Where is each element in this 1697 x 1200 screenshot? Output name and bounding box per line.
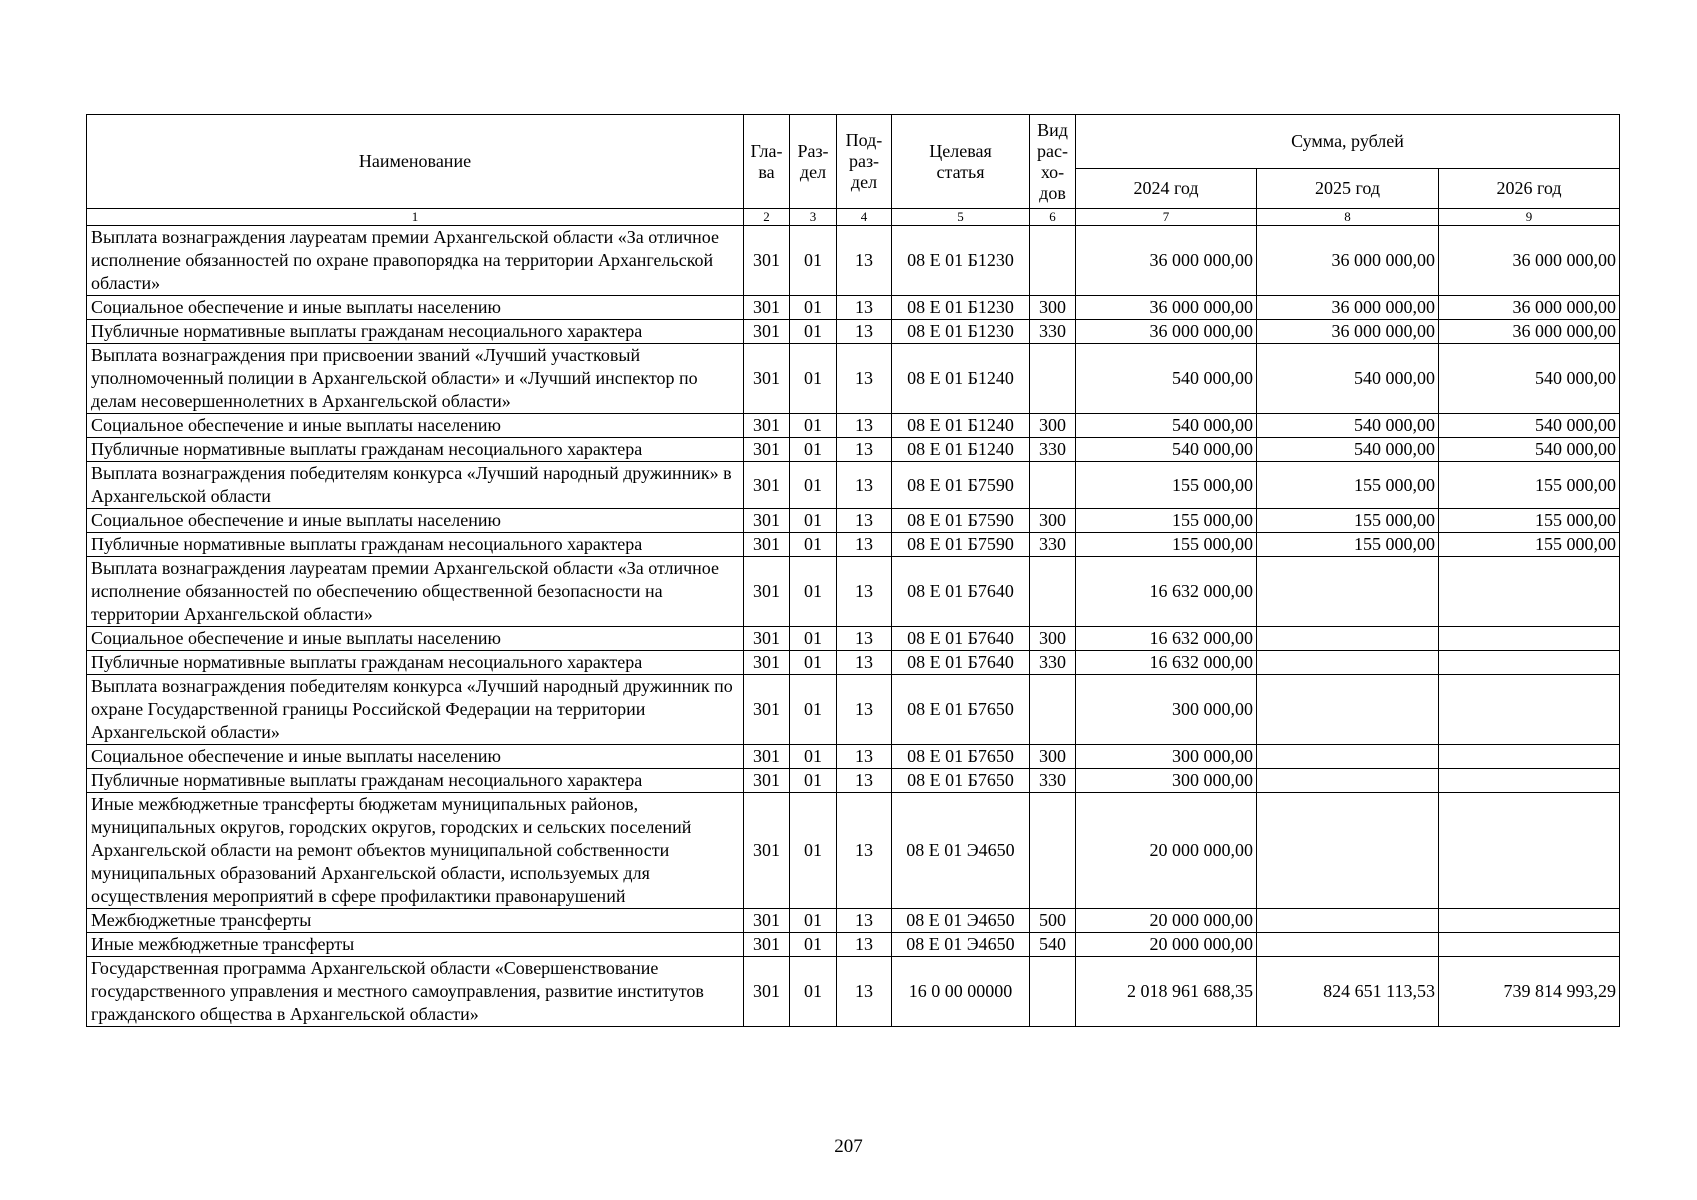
table-body — [87, 226, 1620, 1027]
row-vid — [1030, 462, 1076, 509]
row-name: Публичные нормативные выплаты гражданам несоциального характера — [87, 320, 744, 344]
row-glava: 301 — [744, 957, 790, 1027]
row-vid: 300 — [1030, 414, 1076, 438]
row-celevaya: 08 Е 01 Б7650 — [892, 769, 1030, 793]
row-celevaya: 08 Е 01 Б7640 — [892, 651, 1030, 675]
row-vid — [1030, 793, 1076, 909]
row-vid — [1030, 557, 1076, 627]
header-summa: Сумма, рублей — [1076, 115, 1620, 169]
col-number: 4 — [837, 209, 892, 226]
row-amount-2025: 540 000,00 — [1257, 414, 1439, 438]
row-celevaya: 08 Е 01 Б7650 — [892, 675, 1030, 745]
row-amount-2026: 540 000,00 — [1439, 414, 1620, 438]
row-podrazdel: 13 — [837, 769, 892, 793]
row-glava: 301 — [744, 462, 790, 509]
row-celevaya: 08 Е 01 Б7640 — [892, 627, 1030, 651]
table-row — [87, 533, 1620, 557]
row-glava: 301 — [744, 651, 790, 675]
row-glava: 301 — [744, 509, 790, 533]
row-podrazdel: 13 — [837, 675, 892, 745]
row-glava: 301 — [744, 438, 790, 462]
col-number: 6 — [1030, 209, 1076, 226]
row-podrazdel: 13 — [837, 651, 892, 675]
row-vid: 330 — [1030, 651, 1076, 675]
row-vid: 500 — [1030, 909, 1076, 933]
row-amount-2025 — [1257, 909, 1439, 933]
row-podrazdel: 13 — [837, 320, 892, 344]
row-celevaya: 08 Е 01 Б1230 — [892, 320, 1030, 344]
row-celevaya: 08 Е 01 Э4650 — [892, 933, 1030, 957]
row-razdel: 01 — [790, 793, 837, 909]
row-name: Публичные нормативные выплаты гражданам несоциального характера — [87, 533, 744, 557]
row-name: Выплата вознаграждения победителям конкурса «Лучший народный дружинник по охране Государственной границы Российской Федерации на территории Архангельской области» — [87, 675, 744, 745]
row-amount-2025 — [1257, 933, 1439, 957]
row-vid: 330 — [1030, 438, 1076, 462]
row-vid — [1030, 957, 1076, 1027]
row-podrazdel: 13 — [837, 957, 892, 1027]
row-name: Выплата вознаграждения лауреатам премии Архангельской области «За отличное исполнение обязанностей по обеспечению общественной безопасности на территории Архангельской области» — [87, 557, 744, 627]
row-amount-2026 — [1439, 769, 1620, 793]
row-glava: 301 — [744, 675, 790, 745]
header-2024: 2024 год — [1076, 169, 1257, 209]
row-name: Публичные нормативные выплаты гражданам несоциального характера — [87, 769, 744, 793]
row-razdel: 01 — [790, 745, 837, 769]
row-celevaya: 08 Е 01 Б7590 — [892, 509, 1030, 533]
row-podrazdel: 13 — [837, 344, 892, 414]
row-vid: 300 — [1030, 745, 1076, 769]
row-amount-2024: 20 000 000,00 — [1076, 909, 1257, 933]
row-amount-2026 — [1439, 675, 1620, 745]
header-celevaya: Целевая статья — [892, 115, 1030, 209]
row-name: Иные межбюджетные трансферты — [87, 933, 744, 957]
page-number: 207 — [834, 1136, 863, 1157]
row-razdel: 01 — [790, 769, 837, 793]
row-amount-2026 — [1439, 909, 1620, 933]
row-amount-2024: 36 000 000,00 — [1076, 226, 1257, 296]
row-name: Межбюджетные трансферты — [87, 909, 744, 933]
budget-table — [86, 114, 1620, 1027]
header-vid: Вид рас- хо- дов — [1030, 115, 1076, 209]
row-razdel: 01 — [790, 557, 837, 627]
row-amount-2026: 36 000 000,00 — [1439, 296, 1620, 320]
row-podrazdel: 13 — [837, 557, 892, 627]
row-podrazdel: 13 — [837, 933, 892, 957]
row-amount-2024: 36 000 000,00 — [1076, 320, 1257, 344]
row-podrazdel: 13 — [837, 533, 892, 557]
row-razdel: 01 — [790, 909, 837, 933]
table-header — [87, 115, 1620, 226]
header-podrazdel: Под- раз- дел — [837, 115, 892, 209]
row-amount-2025 — [1257, 557, 1439, 627]
row-amount-2024: 155 000,00 — [1076, 533, 1257, 557]
row-razdel: 01 — [790, 438, 837, 462]
col-number: 8 — [1257, 209, 1439, 226]
row-amount-2024: 16 632 000,00 — [1076, 627, 1257, 651]
table-row — [87, 414, 1620, 438]
row-amount-2025: 36 000 000,00 — [1257, 296, 1439, 320]
row-podrazdel: 13 — [837, 627, 892, 651]
row-amount-2025 — [1257, 745, 1439, 769]
row-amount-2024: 20 000 000,00 — [1076, 933, 1257, 957]
row-name: Иные межбюджетные трансферты бюджетам муниципальных районов, муниципальных округов, городских округов, городских и сельских поселений Архангельской области на ремонт объектов муниципальной собственности муниципальных образований Архангельской области, используемых для осуществления мероприятий в сфере профилактики правонарушений — [87, 793, 744, 909]
row-celevaya: 08 Е 01 Б1240 — [892, 414, 1030, 438]
col-number: 1 — [87, 209, 744, 226]
table-row — [87, 745, 1620, 769]
row-razdel: 01 — [790, 296, 837, 320]
row-amount-2024: 540 000,00 — [1076, 414, 1257, 438]
row-amount-2024: 2 018 961 688,35 — [1076, 957, 1257, 1027]
row-amount-2025: 36 000 000,00 — [1257, 320, 1439, 344]
row-glava: 301 — [744, 296, 790, 320]
row-amount-2025 — [1257, 675, 1439, 745]
col-number: 7 — [1076, 209, 1257, 226]
row-vid — [1030, 344, 1076, 414]
row-glava: 301 — [744, 769, 790, 793]
row-razdel: 01 — [790, 651, 837, 675]
row-podrazdel: 13 — [837, 414, 892, 438]
row-podrazdel: 13 — [837, 462, 892, 509]
row-vid: 300 — [1030, 509, 1076, 533]
table-row — [87, 557, 1620, 627]
row-celevaya: 08 Е 01 Б7590 — [892, 533, 1030, 557]
budget-table-sheet — [86, 114, 1619, 1027]
row-vid: 330 — [1030, 533, 1076, 557]
row-amount-2026: 540 000,00 — [1439, 344, 1620, 414]
row-celevaya: 16 0 00 00000 — [892, 957, 1030, 1027]
row-glava: 301 — [744, 933, 790, 957]
row-vid — [1030, 226, 1076, 296]
row-amount-2024: 36 000 000,00 — [1076, 296, 1257, 320]
row-podrazdel: 13 — [837, 296, 892, 320]
row-name: Социальное обеспечение и иные выплаты населению — [87, 509, 744, 533]
row-celevaya: 08 Е 01 Б7640 — [892, 557, 1030, 627]
row-amount-2024: 300 000,00 — [1076, 675, 1257, 745]
row-amount-2026 — [1439, 557, 1620, 627]
row-celevaya: 08 Е 01 Б1230 — [892, 226, 1030, 296]
table-row — [87, 793, 1620, 909]
row-podrazdel: 13 — [837, 509, 892, 533]
row-vid: 300 — [1030, 296, 1076, 320]
col-number: 2 — [744, 209, 790, 226]
row-vid: 330 — [1030, 769, 1076, 793]
row-amount-2025: 155 000,00 — [1257, 509, 1439, 533]
row-amount-2026 — [1439, 651, 1620, 675]
table-row — [87, 769, 1620, 793]
col-number: 9 — [1439, 209, 1620, 226]
row-name: Социальное обеспечение и иные выплаты населению — [87, 627, 744, 651]
row-podrazdel: 13 — [837, 745, 892, 769]
row-razdel: 01 — [790, 462, 837, 509]
row-razdel: 01 — [790, 344, 837, 414]
row-amount-2026: 155 000,00 — [1439, 509, 1620, 533]
header-name: Наименование — [87, 115, 744, 209]
col-number: 3 — [790, 209, 837, 226]
row-celevaya: 08 Е 01 Э4650 — [892, 909, 1030, 933]
row-razdel: 01 — [790, 933, 837, 957]
row-celevaya: 08 Е 01 Б1240 — [892, 438, 1030, 462]
row-glava: 301 — [744, 793, 790, 909]
row-amount-2026: 36 000 000,00 — [1439, 226, 1620, 296]
row-podrazdel: 13 — [837, 793, 892, 909]
row-amount-2025: 824 651 113,53 — [1257, 957, 1439, 1027]
row-amount-2024: 20 000 000,00 — [1076, 793, 1257, 909]
row-razdel: 01 — [790, 675, 837, 745]
row-glava: 301 — [744, 627, 790, 651]
row-amount-2024: 16 632 000,00 — [1076, 557, 1257, 627]
row-glava: 301 — [744, 414, 790, 438]
row-amount-2025 — [1257, 793, 1439, 909]
row-amount-2025: 155 000,00 — [1257, 462, 1439, 509]
row-razdel: 01 — [790, 533, 837, 557]
row-glava: 301 — [744, 226, 790, 296]
table-row — [87, 296, 1620, 320]
row-amount-2026: 540 000,00 — [1439, 438, 1620, 462]
row-vid — [1030, 675, 1076, 745]
header-2025: 2025 год — [1257, 169, 1439, 209]
row-amount-2024: 540 000,00 — [1076, 438, 1257, 462]
row-amount-2026 — [1439, 793, 1620, 909]
row-amount-2024: 300 000,00 — [1076, 745, 1257, 769]
row-glava: 301 — [744, 533, 790, 557]
table-row — [87, 675, 1620, 745]
table-row — [87, 438, 1620, 462]
column-numbers-row — [87, 209, 1620, 226]
table-row — [87, 462, 1620, 509]
row-name: Выплата вознаграждения победителям конкурса «Лучший народный дружинник» в Архангельской области — [87, 462, 744, 509]
row-amount-2026: 155 000,00 — [1439, 533, 1620, 557]
row-razdel: 01 — [790, 414, 837, 438]
row-glava: 301 — [744, 909, 790, 933]
row-celevaya: 08 Е 01 Б1240 — [892, 344, 1030, 414]
row-name: Социальное обеспечение и иные выплаты населению — [87, 296, 744, 320]
row-vid: 330 — [1030, 320, 1076, 344]
row-name: Социальное обеспечение и иные выплаты населению — [87, 745, 744, 769]
table-row — [87, 909, 1620, 933]
row-amount-2026 — [1439, 627, 1620, 651]
row-amount-2024: 16 632 000,00 — [1076, 651, 1257, 675]
row-amount-2025 — [1257, 651, 1439, 675]
row-celevaya: 08 Е 01 Б7590 — [892, 462, 1030, 509]
table-row — [87, 957, 1620, 1027]
row-amount-2026: 155 000,00 — [1439, 462, 1620, 509]
row-name: Публичные нормативные выплаты гражданам несоциального характера — [87, 438, 744, 462]
row-name: Социальное обеспечение и иные выплаты населению — [87, 414, 744, 438]
row-celevaya: 08 Е 01 Б7650 — [892, 745, 1030, 769]
row-name: Выплата вознаграждения лауреатам премии Архангельской области «За отличное исполнение обязанностей по охране правопорядка на территории Архангельской области» — [87, 226, 744, 296]
row-amount-2024: 540 000,00 — [1076, 344, 1257, 414]
header-razdel: Раз- дел — [790, 115, 837, 209]
row-name: Государственная программа Архангельской области «Совершенствование государственного управления и местного самоуправления, развитие институтов гражданского общества в Архангельской области» — [87, 957, 744, 1027]
row-name: Публичные нормативные выплаты гражданам несоциального характера — [87, 651, 744, 675]
table-row — [87, 651, 1620, 675]
table-row — [87, 344, 1620, 414]
row-podrazdel: 13 — [837, 438, 892, 462]
row-razdel: 01 — [790, 226, 837, 296]
row-amount-2026 — [1439, 745, 1620, 769]
row-name: Выплата вознаграждения при присвоении званий «Лучший участковый уполномоченный полиции в Архангельской области» и «Лучший инспектор по делам несовершеннолетних в Архангельской области» — [87, 344, 744, 414]
row-amount-2025: 36 000 000,00 — [1257, 226, 1439, 296]
table-row — [87, 627, 1620, 651]
row-amount-2026: 739 814 993,29 — [1439, 957, 1620, 1027]
row-vid: 300 — [1030, 627, 1076, 651]
row-celevaya: 08 Е 01 Б1230 — [892, 296, 1030, 320]
table-row — [87, 320, 1620, 344]
row-podrazdel: 13 — [837, 226, 892, 296]
row-glava: 301 — [744, 344, 790, 414]
table-row — [87, 933, 1620, 957]
row-podrazdel: 13 — [837, 909, 892, 933]
row-amount-2026 — [1439, 933, 1620, 957]
row-vid: 540 — [1030, 933, 1076, 957]
row-razdel: 01 — [790, 320, 837, 344]
row-amount-2025: 540 000,00 — [1257, 344, 1439, 414]
table-row — [87, 509, 1620, 533]
row-amount-2025: 155 000,00 — [1257, 533, 1439, 557]
row-razdel: 01 — [790, 957, 837, 1027]
row-razdel: 01 — [790, 627, 837, 651]
row-amount-2026: 36 000 000,00 — [1439, 320, 1620, 344]
row-celevaya: 08 Е 01 Э4650 — [892, 793, 1030, 909]
header-glava: Гла- ва — [744, 115, 790, 209]
row-amount-2024: 300 000,00 — [1076, 769, 1257, 793]
table-row — [87, 226, 1620, 296]
header-2026: 2026 год — [1439, 169, 1620, 209]
row-amount-2024: 155 000,00 — [1076, 462, 1257, 509]
row-amount-2025 — [1257, 627, 1439, 651]
row-glava: 301 — [744, 745, 790, 769]
row-amount-2025 — [1257, 769, 1439, 793]
col-number: 5 — [892, 209, 1030, 226]
row-amount-2025: 540 000,00 — [1257, 438, 1439, 462]
row-amount-2024: 155 000,00 — [1076, 509, 1257, 533]
row-glava: 301 — [744, 557, 790, 627]
row-razdel: 01 — [790, 509, 837, 533]
row-glava: 301 — [744, 320, 790, 344]
